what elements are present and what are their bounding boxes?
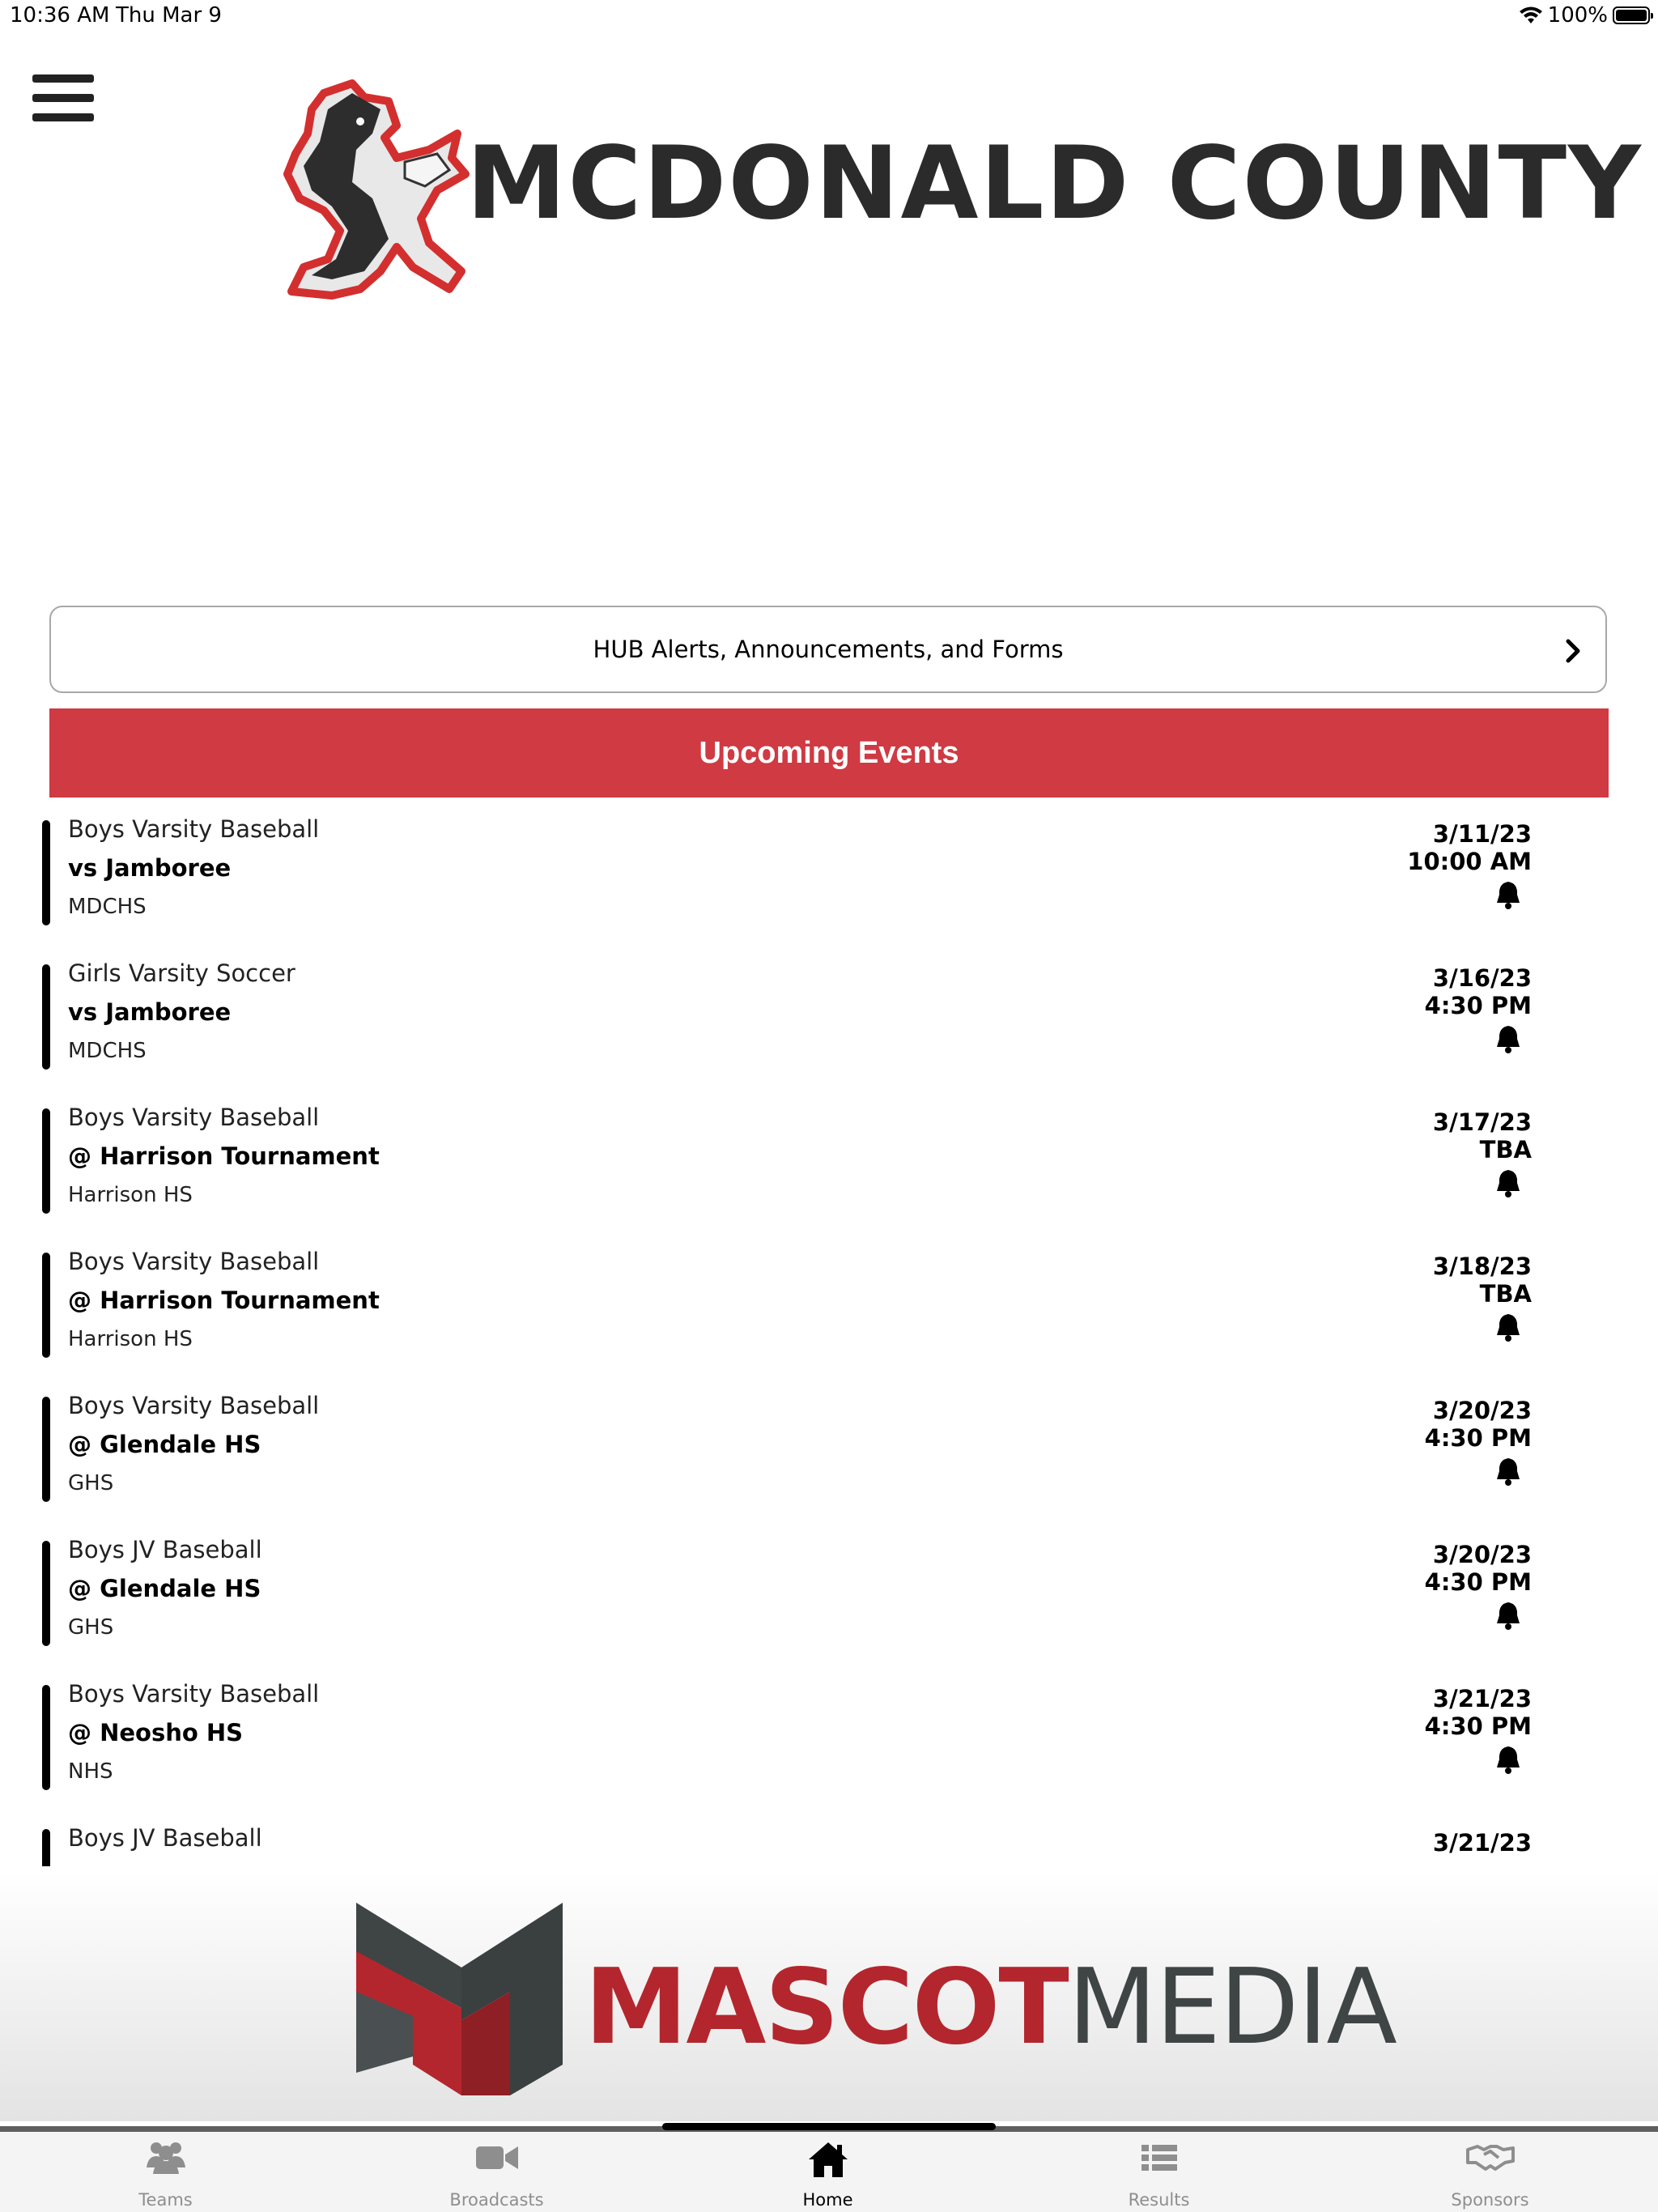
event-accent-bar <box>42 964 50 1070</box>
tab-label: Broadcasts <box>449 2190 544 2210</box>
event-location: GHS <box>68 1615 114 1640</box>
status-date: Thu Mar 9 <box>116 3 222 28</box>
event-date: 3/21/23 <box>1432 1829 1532 1857</box>
home-indicator[interactable] <box>662 2123 996 2130</box>
event-time: 4:30 PM <box>1424 1568 1532 1596</box>
hub-alerts-label: HUB Alerts, Announcements, and Forms <box>593 636 1064 663</box>
event-opponent: vs Jamboree <box>68 998 232 1026</box>
mustang-mascot-icon <box>275 77 470 304</box>
school-logo <box>275 77 1643 304</box>
event-location: GHS <box>68 1471 114 1495</box>
menu-button[interactable] <box>31 73 96 130</box>
event-opponent: @ Glendale HS <box>68 1431 261 1458</box>
event-date: 3/11/23 <box>1432 820 1532 848</box>
battery-icon <box>1613 6 1650 24</box>
home-icon <box>806 2140 850 2179</box>
event-date: 3/20/23 <box>1432 1541 1532 1568</box>
event-location: NHS <box>68 1759 113 1784</box>
bell-icon[interactable] <box>1492 878 1524 911</box>
event-opponent: @ Harrison Tournament <box>68 1287 380 1314</box>
tab-sponsors[interactable] <box>1324 2132 1656 2212</box>
status-time: 10:36 AM <box>10 3 110 28</box>
event-time: 4:30 PM <box>1424 1712 1532 1740</box>
event-item[interactable] <box>0 1670 1658 1814</box>
event-location: Harrison HS <box>68 1327 193 1351</box>
tab-results[interactable] <box>993 2132 1324 2212</box>
event-team: Girls Varsity Soccer <box>68 959 295 987</box>
event-date: 3/21/23 <box>1432 1685 1532 1712</box>
event-team: Boys Varsity Baseball <box>68 1248 320 1275</box>
menu-icon-line <box>32 94 94 102</box>
sponsor-banner[interactable] <box>0 1870 1658 2121</box>
event-date: 3/16/23 <box>1432 964 1532 992</box>
event-accent-bar <box>42 820 50 925</box>
event-item[interactable] <box>0 1814 1658 1866</box>
event-team: Boys Varsity Baseball <box>68 1104 320 1131</box>
tab-teams[interactable] <box>0 2132 331 2212</box>
event-item[interactable] <box>0 1238 1658 1382</box>
event-location: Harrison HS <box>68 1183 193 1207</box>
status-right <box>1519 3 1650 28</box>
event-accent-bar <box>42 1541 50 1646</box>
tab-home[interactable] <box>662 2132 993 2212</box>
bell-icon[interactable] <box>1492 1743 1524 1776</box>
bell-icon[interactable] <box>1492 1455 1524 1487</box>
event-accent-bar <box>42 1397 50 1502</box>
event-team: Boys JV Baseball <box>68 1536 262 1563</box>
event-item[interactable] <box>0 1094 1658 1238</box>
event-accent-bar <box>42 1253 50 1358</box>
tab-broadcasts[interactable] <box>331 2132 662 2212</box>
tab-label: Results <box>1128 2190 1190 2210</box>
teams-icon <box>145 2140 187 2176</box>
mascot-media-wordmark <box>585 1947 1396 2068</box>
event-item[interactable] <box>0 1526 1658 1670</box>
event-accent-bar <box>42 1829 50 1866</box>
brand-media: MEDIA <box>1067 1947 1396 2068</box>
list-icon <box>1139 2140 1180 2176</box>
upcoming-events-header <box>49 708 1609 798</box>
event-date: 3/17/23 <box>1432 1108 1532 1136</box>
tab-bar <box>0 2132 1658 2212</box>
mascot-media-logo-icon <box>356 1903 567 2095</box>
menu-icon-line <box>32 113 94 121</box>
event-time: TBA <box>1479 1136 1532 1163</box>
event-time: 4:30 PM <box>1424 992 1532 1019</box>
event-time: 4:30 PM <box>1424 1424 1532 1452</box>
event-team: Boys JV Baseball <box>68 1824 262 1852</box>
school-name: MCDONALD COUNTY <box>466 125 1643 242</box>
event-date: 3/18/23 <box>1432 1253 1532 1280</box>
event-team: Boys Varsity Baseball <box>68 815 320 843</box>
event-opponent: @ Harrison Tournament <box>68 1142 380 1170</box>
tab-label: Sponsors <box>1451 2190 1529 2210</box>
event-opponent: vs Jamboree <box>68 854 232 882</box>
chevron-right-icon <box>1560 635 1588 667</box>
video-camera-icon <box>474 2140 520 2176</box>
bell-icon[interactable] <box>1492 1167 1524 1199</box>
tab-label: Teams <box>138 2190 193 2210</box>
bell-icon[interactable] <box>1492 1599 1524 1631</box>
hub-alerts-button[interactable] <box>49 606 1607 693</box>
handshake-icon <box>1466 2140 1515 2176</box>
event-team: Boys Varsity Baseball <box>68 1392 320 1419</box>
wifi-icon <box>1519 6 1543 25</box>
status-bar <box>0 0 1658 32</box>
menu-icon <box>32 74 94 83</box>
event-opponent: @ Neosho HS <box>68 1719 244 1746</box>
event-location: MDCHS <box>68 1039 147 1063</box>
event-accent-bar <box>42 1685 50 1790</box>
bell-icon[interactable] <box>1492 1311 1524 1343</box>
event-item[interactable] <box>0 950 1658 1094</box>
event-time: 10:00 AM <box>1407 848 1532 875</box>
upcoming-events-title: Upcoming Events <box>699 735 959 770</box>
event-item[interactable] <box>0 1382 1658 1526</box>
event-time: TBA <box>1479 1280 1532 1308</box>
event-opponent: @ Glendale HS <box>68 1575 261 1602</box>
event-team: Boys Varsity Baseball <box>68 1680 320 1708</box>
event-date: 3/20/23 <box>1432 1397 1532 1424</box>
event-item[interactable] <box>0 806 1658 950</box>
event-location: MDCHS <box>68 895 147 919</box>
events-list[interactable] <box>0 806 1658 1866</box>
battery-percent: 100% <box>1547 3 1608 28</box>
tab-label: Home <box>802 2190 853 2210</box>
event-accent-bar <box>42 1108 50 1214</box>
bell-icon[interactable] <box>1492 1023 1524 1055</box>
brand-mascot: MASCOT <box>585 1947 1068 2068</box>
